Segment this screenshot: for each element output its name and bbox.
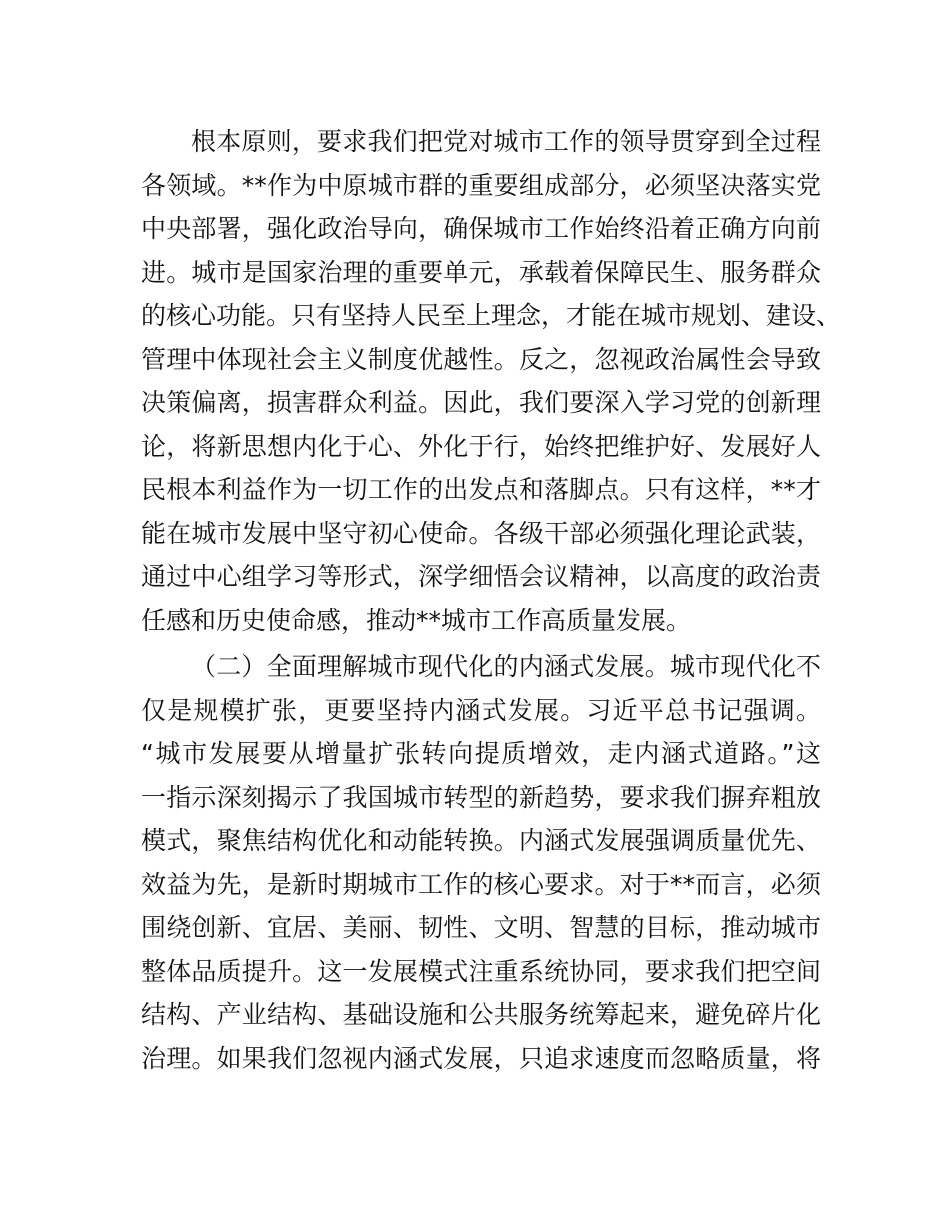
text-line: “城市发展要从增量扩张转向提质增效，走内涵式道路。”这: [141, 739, 821, 768]
paragraph-section-two: [141, 645, 821, 1080]
text-line: 管理中体现社会主义制度优越性。反之，忽视政治属性会导致: [141, 344, 821, 374]
text-line: 的核心功能。只有坚持人民至上理念，才能在城市规划、建设、: [141, 301, 842, 330]
text-line: 结构、产业结构、基础设施和公共服务统筹起来，避免碎片化: [141, 1000, 821, 1029]
text-line: 论，将新思想内化于心、外化于行，始终把维护好、发展好人: [141, 431, 821, 461]
text-line: 任感和历史使命感，推动**城市工作高质量发展。: [141, 605, 692, 635]
text-line: 整体品质提升。这一发展模式注重系统协同，要求我们把空间: [141, 956, 821, 986]
text-line: 能在城市发展中坚守初心使命。各级干部必须强化理论武装，: [141, 518, 821, 548]
text-line: 效益为先，是新时期城市工作的核心要求。对于**而言，必须: [141, 869, 821, 899]
text-line: 围绕创新、宜居、美丽、韧性、文明、智慧的目标，推动城市: [141, 913, 821, 942]
text-line: 通过中心组学习等形式，深学细悟会议精神，以高度的政治责: [141, 562, 821, 591]
text-line: 根本原则，要求我们把党对城市工作的领导贯穿到全过程: [191, 127, 821, 156]
text-line: 一指示深刻揭示了我国城市转型的新趋势，要求我们摒弃粗放: [141, 782, 821, 812]
text-line: 民根本利益作为一切工作的出发点和落脚点。只有这样，**才: [141, 475, 821, 504]
text-line: 模式，聚焦结构优化和动能转换。内涵式发展强调质量优先、: [141, 826, 821, 855]
text-line: 中央部署，强化政治导向，确保城市工作始终沿着正确方向前: [141, 214, 821, 243]
text-line: 各领域。**作为中原城市群的重要组成部分，必须坚决落实党: [141, 170, 821, 200]
text-line: 进。城市是国家治理的重要单元，承载着保障民生、服务群众: [141, 257, 821, 287]
text-line: 仅是规模扩张，更要坚持内涵式发展。习近平总书记强调。: [141, 695, 821, 725]
section-heading-line: （二）全面理解城市现代化的内涵式发展。城市现代化不: [191, 652, 821, 681]
text-line: 治理。如果我们忽视内涵式发展，只追求速度而忽略质量，将: [141, 1043, 821, 1073]
paragraph-principle: [141, 120, 842, 642]
text-line: 决策偏离，损害群众利益。因此，我们要深入学习党的创新理: [141, 388, 821, 417]
